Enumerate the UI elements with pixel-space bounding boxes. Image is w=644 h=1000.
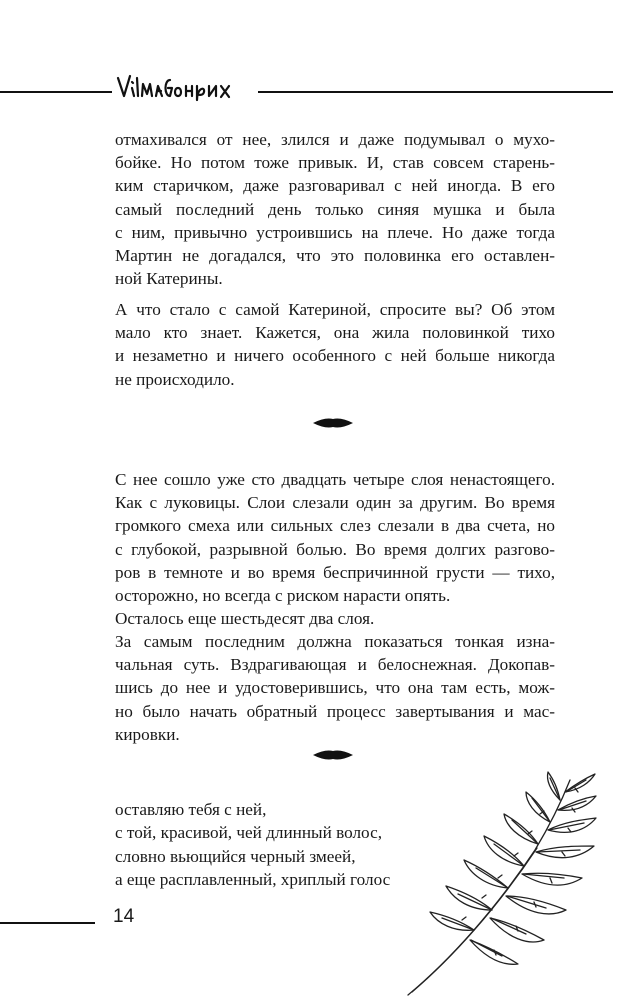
text-line: С нее сошло уже сто двадцать четыре слоя ненастоящего. [115, 470, 555, 489]
text-line: Мартин не догадался, что это половинка его оставлен- [115, 246, 555, 266]
text-line: Осталось еще шестьдесят два слоя. [115, 609, 375, 628]
text-line: осторожно, но всегда с риском нарасти опять. [115, 586, 451, 606]
poem-line: с той, красивой, чей длинный волос, [115, 823, 382, 843]
text-line: За самым последним должна показаться тонкая изна- [115, 632, 555, 651]
paragraph-2 [115, 298, 555, 391]
diamond-divider-icon [313, 750, 353, 760]
text-line: с глубокой, разрывной болью. Во время долгих разгово- [115, 539, 555, 559]
signature-icon [112, 66, 258, 106]
text-line: отмахивался от нее, злился и даже подумывал о мухо- [115, 130, 555, 149]
text-line: мало кто знает. Кажется, она жила половинкой тихо [115, 323, 555, 343]
page-number: 14 [113, 906, 135, 927]
leaf-illustration [400, 770, 600, 1000]
paragraph-5 [115, 630, 555, 746]
text-line: не происходило. [115, 369, 235, 389]
text-line: ной Катерины. [115, 269, 223, 289]
paragraph-1 [115, 128, 555, 290]
text-line: но было начать обратный процесс завертывания и мас- [115, 701, 555, 721]
text-line: бойке. Но потом тоже привык. И, став совсем старень- [115, 153, 555, 173]
header-rule-right [258, 91, 613, 93]
text-line: и незаметно и ничего особенного с ней больше никогда [115, 346, 555, 366]
poem-line: оставляю тебя с ней, [115, 800, 267, 819]
text-line: ров в темноте и во время беспричинной грусти — тихо, [115, 562, 555, 582]
poem-line: словно вьющийся черный змеей, [115, 846, 356, 866]
author-signature [112, 66, 258, 106]
paragraph-4 [115, 607, 555, 630]
text-line: самый последний день только синяя мушка и была [115, 199, 555, 219]
text-line: Как с луковицы. Слои слезали один за другим. Во время [115, 493, 555, 513]
text-line: ким старичком, даже разговаривал с ней иногда. В его [115, 176, 555, 196]
poem-line: а еще расплавленный, хриплый голос [115, 870, 391, 890]
text-line: с ним, привычно устроившись на плече. Но даже тогда [115, 222, 555, 242]
text-line: шись до нее и удостоверившись, что она там есть, мож- [115, 678, 555, 698]
footer-rule [0, 922, 95, 924]
text-line: громкого смеха или сильных слез слезали в два счета, но [115, 516, 555, 536]
poem-stanza [115, 798, 435, 892]
text-line: чальная суть. Вздрагивающая и белоснежная. Докопав- [115, 655, 555, 675]
header-rule-left [0, 91, 112, 93]
paragraph-3 [115, 468, 555, 607]
text-line: кировки. [115, 724, 180, 744]
text-line: А что стало с самой Катериной, спросите вы? Об этом [115, 300, 555, 319]
diamond-divider-icon [313, 418, 353, 428]
